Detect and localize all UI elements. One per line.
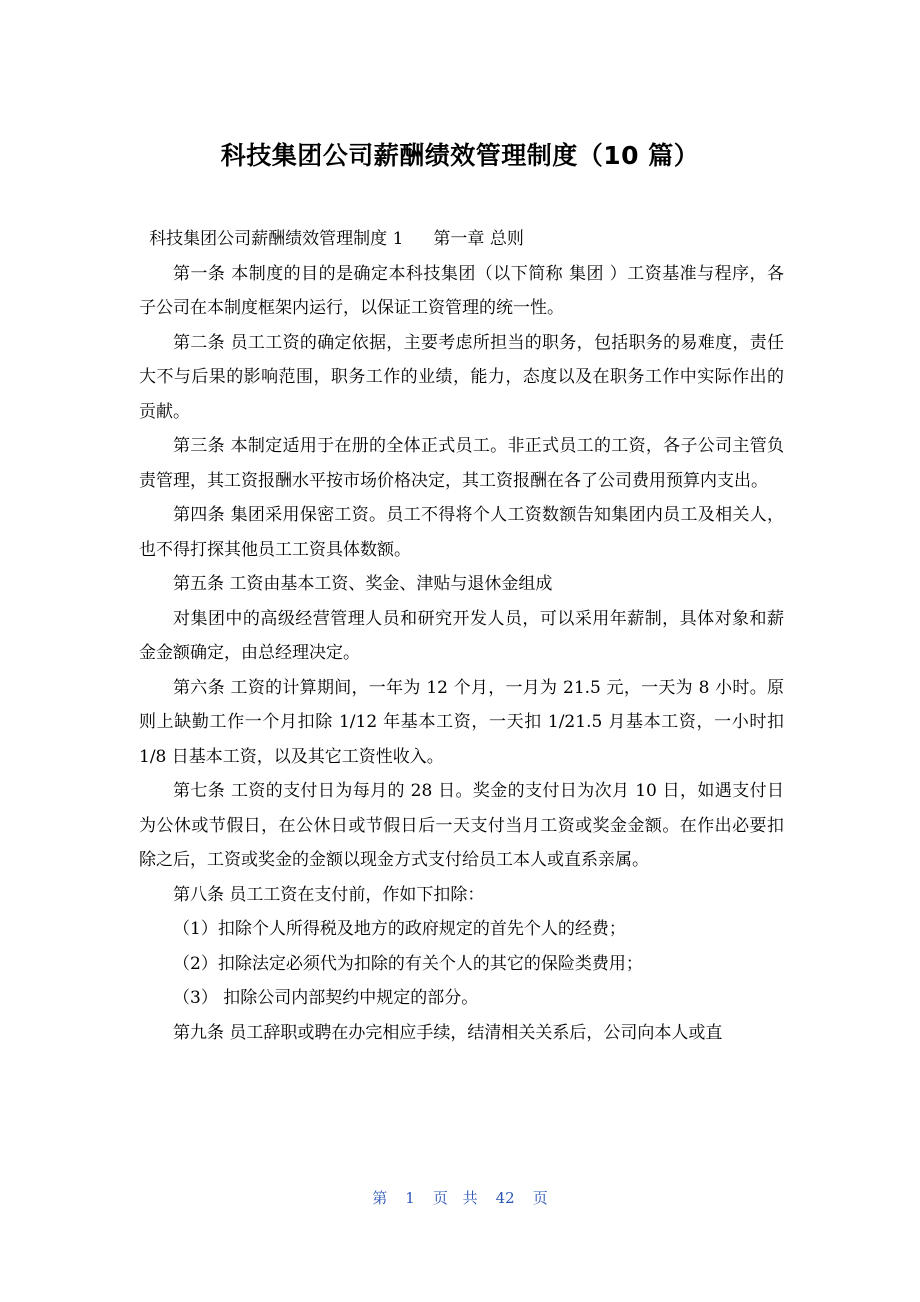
intro-chapter: 第一章 总则 [433,229,524,249]
footer-suffix: 页 [532,1189,548,1207]
list-item: （2）扣除法定必须代为扣除的有关个人的其它的保险类费用； [173,953,643,974]
paragraph: 第二条 员工工资的确定依据，主要考虑所担当的职务，包括职务的易难度，责任大不与后果的影响范围，职务工作的业绩，能力，态度以及在职务工作中实际作出的贡献。 [139,332,784,422]
footer-prefix: 第 [372,1189,388,1207]
intro-line [139,222,784,257]
paragraph: 第一条 本制度的目的是确定本科技集团（以下简称 集团 ）工资基准与程序，各子公司在本制度框架内运行，以保证工资管理的统一性。 [139,263,784,318]
footer-middle: 页 共 [432,1189,478,1207]
document-title: 科技集团公司薪酬绩效管理制度（10 篇） [220,141,700,170]
list-item: （1）扣除个人所得税及地方的政府规定的首先个人的经费； [173,919,626,939]
paragraph: 第八条 员工工资在支付前，作如下扣除： [173,884,485,905]
list-item: （3） 扣除公司内部契约中规定的部分。 [173,988,479,1008]
intro-doc-name: 科技集团公司薪酬绩效管理制度 1 [149,229,404,249]
paragraph: 第九条 员工辞职或聘在办完相应手续，结清相关关系后，公司向本人或直 [173,1022,723,1043]
footer-page-number: 1 [405,1189,415,1207]
paragraph: 第三条 本制定适用于在册的全体正式员工。非正式员工的工资，各子公司主管负责管理，其工资报酬水平按市场价格决定，其工资报酬在各了公司费用预算内支出。 [139,436,784,491]
paragraph: 第五条 工资由基本工资、奖金、津贴与退休金组成 [173,574,553,594]
paragraph: 第四条 集团采用保密工资。员工不得将个人工资数额告知集团内员工及相关人，也不得打探其他员工工资具体数额。 [139,505,784,560]
paragraph: 对集团中的高级经营管理人员和研究开发人员，可以采用年薪制，具体对象和薪金金额确定，由总经理决定。 [139,608,784,663]
paragraph: 第六条 工资的计算期间，一年为 12 个月，一月为 21.5 元，一天为 8 小时。原则上缺勤工作一个月扣除 1/12 年基本工资，一天扣 1/21.5 月基本工资，一小时扣 1/8 日基本工资，以及其它工资性收入。 [139,677,784,767]
footer-total-pages: 42 [495,1189,515,1207]
page-footer [0,1186,920,1210]
document-body [139,222,784,1050]
paragraph: 第七条 工资的支付日为每月的 28 日。奖金的支付日为次月 10 日，如遇支付日为公休或节假日，在公休日或节假日后一天支付当月工资或奖金金额。在作出必要扣除之后，工资或奖金的金额以现金方式支付给员工本人或直系亲属。 [139,781,784,870]
